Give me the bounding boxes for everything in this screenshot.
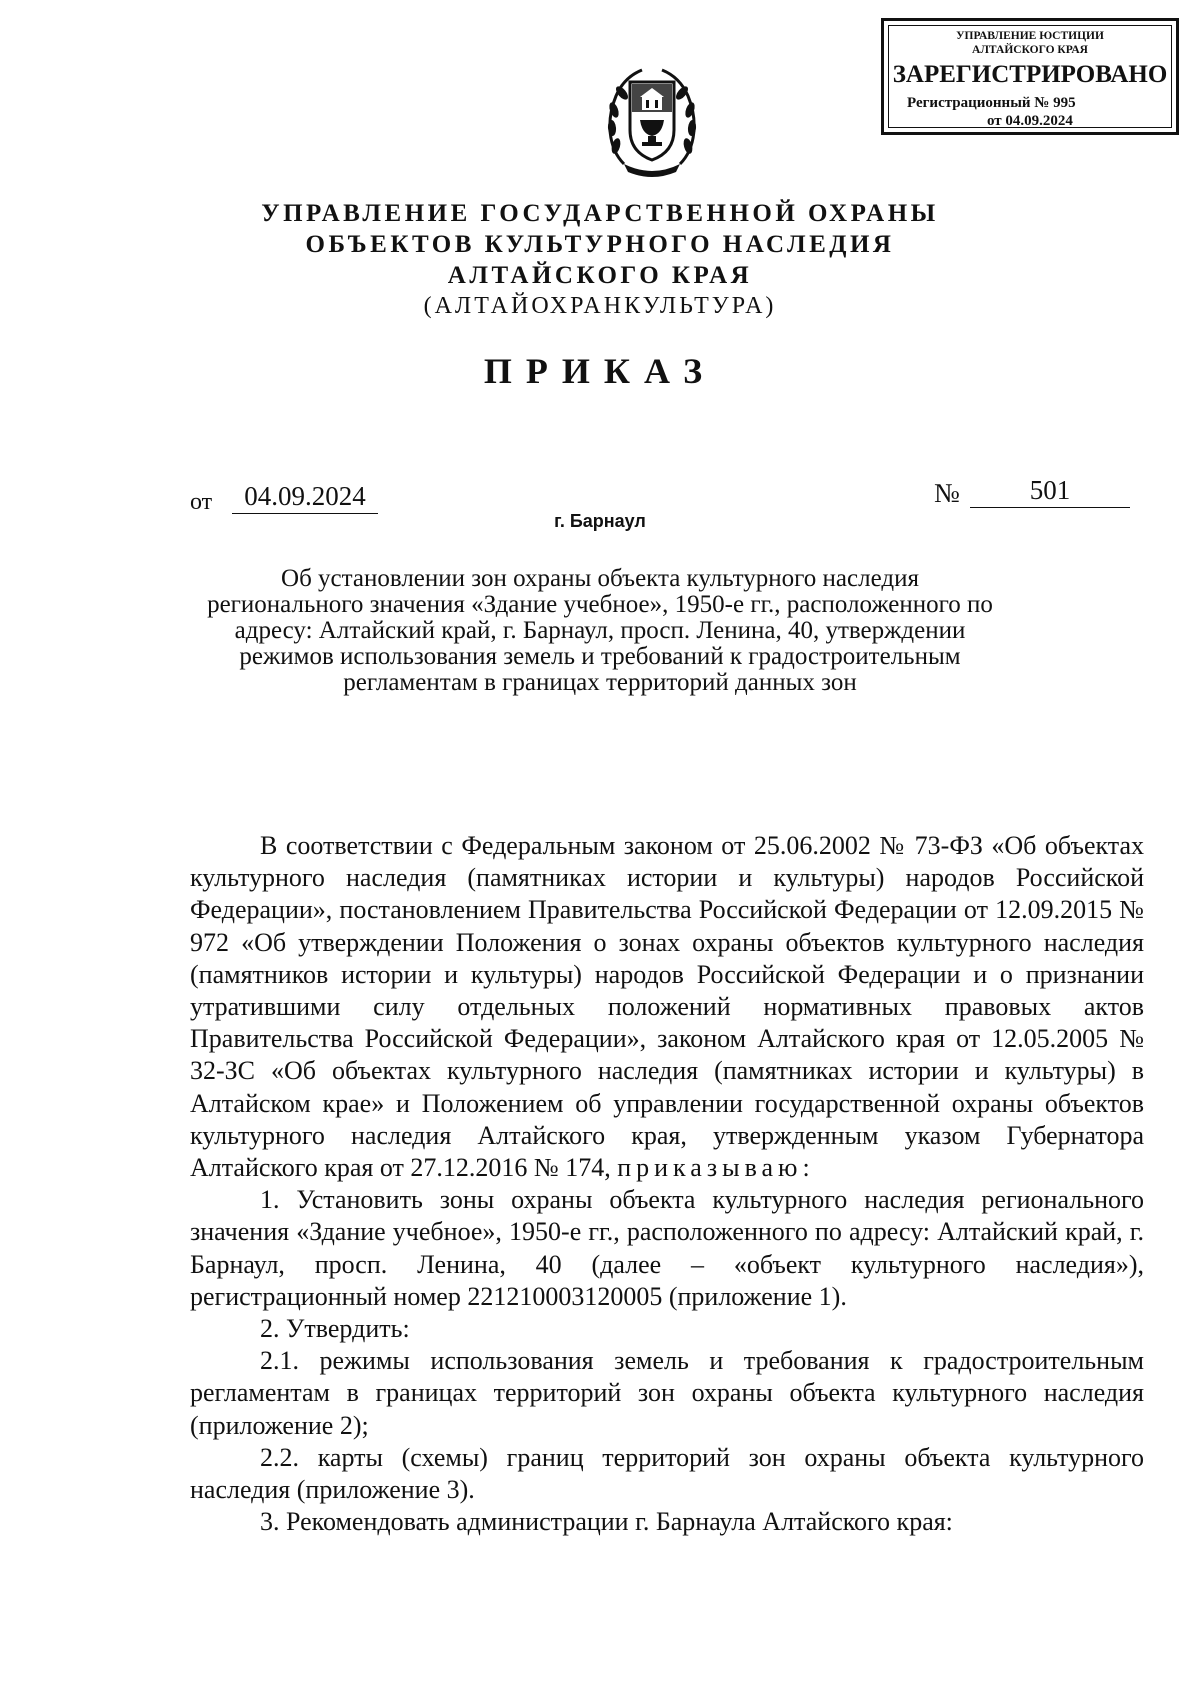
clause-1: 1. Установить зоны охраны объекта культурного наследия регионального значения «Здание учебное», 1950-е гг., расположенного по адресу: Алтайский край, г. Барнаул, просп. Ленина, 40 (далее – «объект культурного наследия»), регистрационный номер 221210003120005 (приложение 1). [190,1185,1144,1311]
number-label: № [934,478,960,508]
org-name-line2: ОБЪЕКТОВ КУЛЬТУРНОГО НАСЛЕДИЯ [305,231,895,258]
registration-stamp [881,18,1179,135]
altai-krai-coat-of-arms-icon [602,60,702,182]
preamble-text: В соответствии с Федеральным законом от 25.06.2002 № 73-ФЗ «Об объектах культурного наследия (памятниках истории и культуры) народов Российской Федерации», постановлением Правительства Российской Федерации от 12.09.2015 № 972 «Об утверждении Положения о зонах охраны объектов культурного наследия (памятников истории и культуры) народов Российской Федерации и о признании утратившими силу отдельных положений нормативных правовых актов Правительства Российской Федерации», законом Алтайского края от 12.05.2005 № 32-ЗС «Об объектах культурного наследия (памятниках истории и культуры) в Алтайском крае» и Положением об управлении государственной охраны объектов культурного наследия Алтайского края, утвержденным указом Губернатора Алтайского края от 27.12.2016 № 174, [190,831,1144,1183]
document-subject: Об установлении зон охраны объекта культурного наследия регионального значения «Здание учебное», 1950-е гг., расположенного по адресу: Алтайский край, г. Барнаул, просп. Ленина, 40, утверждении режимов использования земель и требований к градостроительным регламентам в границах территорий данных зон [207,565,993,696]
stamp-status: ЗАРЕГИСТРИРОВАНО [892,61,1168,88]
document-date: 04.09.2024 [232,479,378,514]
city: г. Барнаул [554,511,646,531]
clause-2-1: 2.1. режимы использования земель и требования к градостроительным регламентам в границах территорий зон охраны объекта культурного наследия (приложение 2); [190,1346,1144,1440]
clause-2: 2. Утвердить: [260,1314,410,1344]
document-body [190,830,1144,1538]
stamp-inner-frame [888,25,1172,128]
clause-3: 3. Рекомендовать администрации г. Барнаула Алтайского края: [260,1507,953,1537]
stamp-reg-date: от 04.09.2024 [987,113,1073,129]
stamp-reg-number: Регистрационный № 995 [907,95,1076,111]
preamble-paragraph [190,830,1144,1184]
org-short-name: (АЛТАЙОХРАНКУЛЬТУРА) [423,293,777,319]
org-name-line3: АЛТАЙСКОГО КРАЯ [447,262,753,289]
document-title: ПРИКАЗ [483,351,717,391]
clause-2-2: 2.2. карты (схемы) границ территорий зон охраны объекта культурного наследия (приложение 3). [190,1442,1144,1505]
order-word: приказываю: [617,1153,815,1183]
stamp-org-line1: УПРАВЛЕНИЕ ЮСТИЦИИ [956,30,1104,42]
org-name-line1: УПРАВЛЕНИЕ ГОСУДАРСТВЕННОЙ ОХРАНЫ [261,200,939,227]
document-number: 501 [970,473,1130,508]
stamp-org-line2: АЛТАЙСКОГО КРАЯ [972,44,1088,56]
date-label: от [190,489,213,515]
